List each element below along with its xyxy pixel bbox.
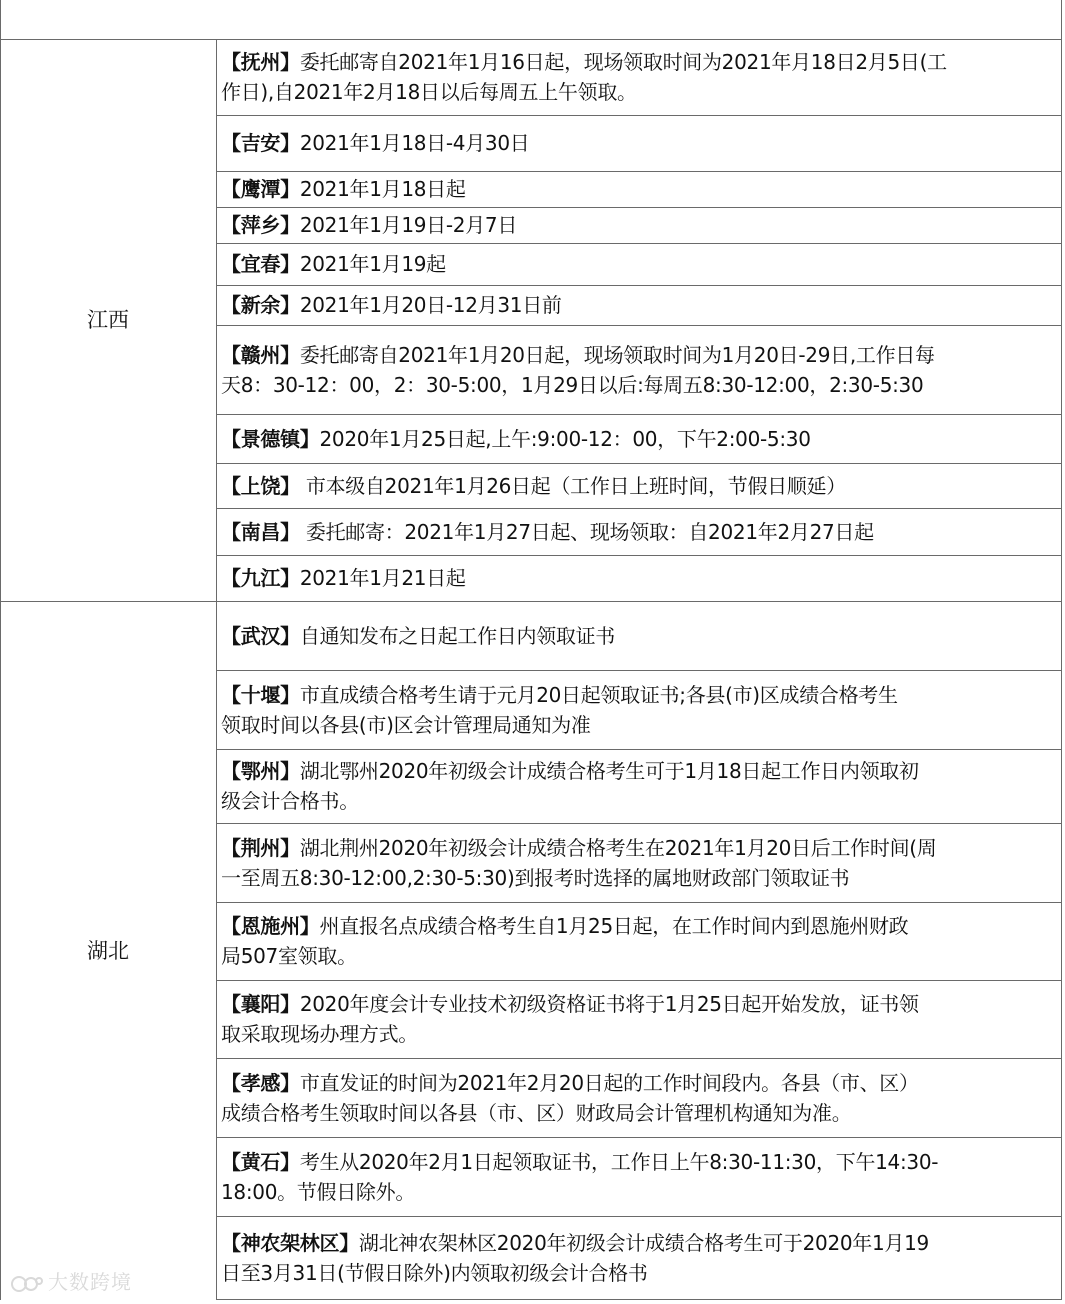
row-text: 级会计合格书。	[221, 789, 359, 813]
table-row	[221, 911, 1061, 971]
table-row	[221, 517, 1061, 547]
city-tag: 【南昌】	[221, 519, 300, 544]
row-text: 2021年1月19日-2月7日	[299, 213, 518, 237]
row-divider	[216, 115, 1061, 116]
row-line	[221, 174, 1061, 204]
row-text: 一至周五8:30-12:00,2:30-5:30)到报考时选择的属地财政部门领取证书	[221, 865, 850, 890]
row-text: 2021年1月20日-12月31日前	[299, 293, 562, 317]
table-row	[221, 340, 1061, 400]
row-text: 作日),自2021年2月18日以后每周五上午领取。	[221, 80, 637, 104]
row-divider	[216, 823, 1061, 824]
row-text: 湖北神农架林区2020年初级会计成绩合格考生可于2020年1月19	[358, 1231, 929, 1255]
row-text: 2020年1月25日起,上午:9:00-12：00，下午2:00-5:30	[319, 426, 811, 451]
watermark-text: 大数跨境	[48, 1270, 132, 1294]
watermark-logo-icon	[10, 1273, 44, 1295]
row-line	[221, 710, 1061, 740]
table-row	[221, 1068, 1061, 1128]
row-line	[221, 621, 1061, 651]
province-separator	[0, 39, 1061, 40]
row-divider	[216, 980, 1061, 981]
row-line	[221, 863, 1061, 893]
row-divider	[216, 243, 1061, 244]
row-line	[221, 756, 1061, 786]
row-line	[221, 517, 1061, 547]
table-row	[221, 680, 1061, 740]
row-text: 2021年1月18日-4月30日	[299, 131, 530, 155]
row-line	[221, 77, 1061, 107]
row-text: 湖北鄂州2020年初级会计成绩合格考生可于1月18日起工作日内领取初	[299, 759, 919, 783]
row-divider	[216, 749, 1061, 750]
row-line	[221, 210, 1061, 240]
table-row	[221, 1147, 1061, 1207]
row-divider	[216, 1058, 1061, 1059]
row-line	[221, 1019, 1061, 1049]
row-text: 州直报名点成绩合格考生自1月25日起，在工作时间内到恩施州财政	[319, 914, 909, 938]
table-row	[221, 174, 1061, 204]
table-row	[221, 424, 1061, 454]
row-line	[221, 786, 1061, 816]
table-row	[221, 756, 1061, 816]
row-divider	[216, 555, 1061, 556]
city-tag: 【鹰潭】	[221, 177, 300, 201]
row-text: 委托邮寄：2021年1月27日起、现场领取：自2021年2月27日起	[299, 519, 874, 544]
table-row	[221, 1228, 1061, 1288]
row-divider	[216, 463, 1061, 464]
row-line	[221, 989, 1061, 1019]
row-line	[221, 563, 1061, 593]
row-text: 2020年度会计专业技术初级资格证书将于1月25日起开始发放，证书领	[299, 992, 919, 1016]
row-text: 取采取现场办理方式。	[221, 1022, 418, 1046]
city-tag: 【上饶】	[221, 473, 300, 498]
city-tag: 【神农架林区】	[221, 1231, 359, 1255]
row-line	[221, 1098, 1061, 1128]
row-line	[221, 1147, 1061, 1177]
table-row	[221, 621, 1061, 651]
table-row	[221, 471, 1061, 501]
row-text: 成绩合格考生领取时间以各县（市、区）财政局会计管理机构通知为准。	[221, 1100, 852, 1125]
city-tag: 【孝感】	[221, 1070, 300, 1095]
row-line	[221, 290, 1061, 320]
city-tag: 【景德镇】	[221, 426, 320, 451]
city-tag: 【十堰】	[221, 682, 300, 707]
row-line	[221, 941, 1061, 971]
row-text: 领取时间以各县(市)区会计管理局通知为准	[221, 712, 591, 737]
row-line	[221, 833, 1061, 863]
row-text: 市直发证的时间为2021年2月20日起的工作时间段内。各县（市、区）	[299, 1070, 919, 1095]
table-row	[221, 563, 1061, 593]
row-text: 委托邮寄自2021年1月16日起，现场领取时间为2021年月18日2月5日(工	[299, 50, 947, 74]
city-tag: 【赣州】	[221, 342, 300, 367]
city-tag: 【鄂州】	[221, 759, 300, 783]
row-line	[221, 249, 1061, 279]
row-text: 2021年1月19起	[299, 252, 446, 276]
row-line	[221, 370, 1061, 400]
row-divider	[216, 1216, 1061, 1217]
row-text: 日至3月31日(节假日除外)内领取初级会计合格书	[221, 1261, 648, 1285]
city-tag: 【恩施州】	[221, 914, 320, 938]
city-tag: 【吉安】	[221, 131, 300, 155]
row-line	[221, 1177, 1061, 1207]
table-row	[221, 290, 1061, 320]
row-divider	[216, 670, 1061, 671]
row-text: 市直成绩合格考生请于元月20日起领取证书;各县(市)区成绩合格考生	[299, 682, 898, 707]
row-line	[221, 911, 1061, 941]
row-divider	[216, 1137, 1061, 1138]
city-tag: 【黄石】	[221, 1149, 300, 1174]
table-row	[221, 989, 1061, 1049]
city-tag: 【宜春】	[221, 252, 300, 276]
row-text: 委托邮寄自2021年1月20日起，现场领取时间为1月20日-29日,工作日每	[299, 342, 935, 367]
row-line	[221, 128, 1061, 158]
row-line	[221, 1258, 1061, 1288]
row-line	[221, 680, 1061, 710]
table-row	[221, 249, 1061, 279]
row-text: 湖北荆州2020年初级会计成绩合格考生在2021年1月20日后工作时间(周	[299, 835, 937, 860]
row-divider	[216, 207, 1061, 208]
row-text: 市本级自2021年1月26日起（工作日上班时间，节假日顺延）	[299, 473, 846, 498]
row-line	[221, 1068, 1061, 1098]
province-separator	[0, 601, 1061, 602]
table-row	[221, 210, 1061, 240]
province-name: 湖北	[87, 938, 129, 963]
table-row	[221, 128, 1061, 158]
watermark	[10, 1266, 132, 1295]
row-text: 局507室领取。	[221, 944, 357, 968]
city-tag: 【九江】	[221, 566, 300, 590]
city-tag: 【荆州】	[221, 835, 300, 860]
table-bottom-border	[216, 1299, 1061, 1300]
table-row	[221, 47, 1061, 107]
row-text: 2021年1月18日起	[299, 177, 466, 201]
table-row	[221, 833, 1061, 893]
table-right-border	[1061, 0, 1062, 1300]
row-line	[221, 471, 1061, 501]
city-tag: 【武汉】	[221, 623, 300, 648]
row-divider	[216, 902, 1061, 903]
row-divider	[216, 414, 1061, 415]
province-name: 江西	[87, 308, 129, 332]
row-divider	[216, 171, 1061, 172]
city-tag: 【襄阳】	[221, 992, 300, 1016]
row-text: 18:00。节假日除外。	[221, 1179, 416, 1204]
table-left-border	[0, 0, 1, 1300]
row-line	[221, 340, 1061, 370]
row-text: 2021年1月21日起	[299, 566, 466, 590]
row-line	[221, 424, 1061, 454]
row-line	[221, 47, 1061, 77]
city-tag: 【新余】	[221, 293, 300, 317]
row-text: 天8：30-12：00，2：30-5:00，1月29日以后:每周五8:30-12:00，2:30-5:30	[221, 372, 924, 397]
row-divider	[216, 285, 1061, 286]
row-divider	[216, 508, 1061, 509]
city-tag: 【抚州】	[221, 50, 300, 74]
row-divider	[216, 325, 1061, 326]
row-text: 自通知发布之日起工作日内领取证书	[299, 623, 616, 648]
row-line	[221, 1228, 1061, 1258]
city-tag: 【萍乡】	[221, 213, 300, 237]
row-text: 考生从2020年2月1日起领取证书，工作日上午8:30-11:30，下午14:30-	[299, 1149, 939, 1174]
